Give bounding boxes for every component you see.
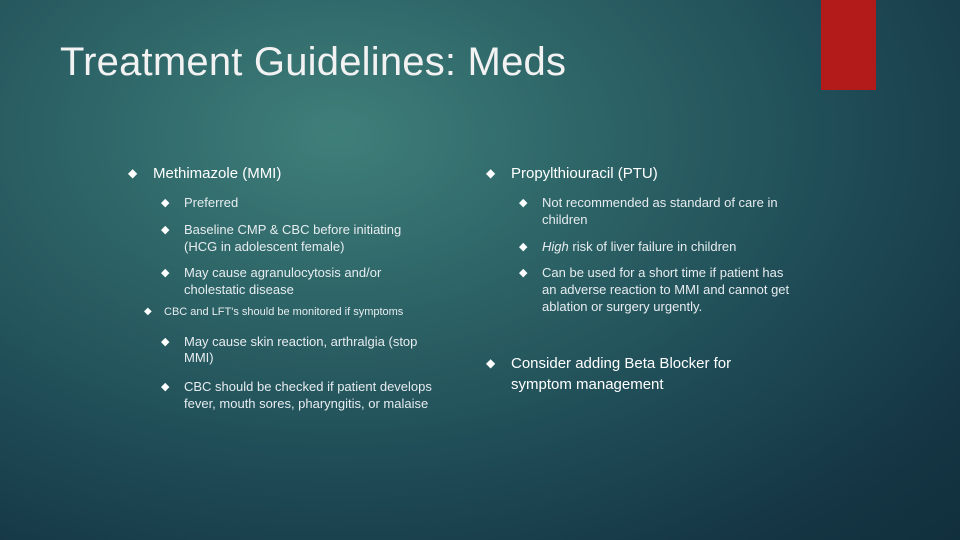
beta-blocker-text: Consider adding Beta Blocker for symptom management — [511, 355, 732, 393]
list-item — [128, 195, 438, 212]
list-item-text: May cause agranulocytosis and/or cholestatic disease — [184, 265, 382, 298]
ptu-heading-item — [486, 164, 796, 185]
methimazole-heading: Methimazole (MMI) — [153, 165, 282, 182]
list-item — [128, 265, 438, 299]
diamond-bullet-icon: ◆ — [128, 166, 138, 180]
diamond-bullet-icon: ◆ — [486, 356, 496, 371]
list-item — [128, 379, 438, 413]
list-item — [486, 265, 796, 316]
list-item-emphasis: High — [542, 238, 569, 254]
list-item-text: May cause skin reaction, arthralgia (stop MMI) — [184, 333, 418, 366]
diamond-bullet-icon: ◆ — [161, 381, 170, 394]
beta-blocker-item — [486, 354, 796, 396]
diamond-bullet-icon: ◆ — [161, 267, 170, 280]
diamond-bullet-icon: ◆ — [486, 166, 496, 180]
list-item — [486, 239, 796, 256]
list-item-text: CBC should be checked if patient develops fever, mouth sores, pharyngitis, or malaise — [184, 379, 432, 412]
diamond-bullet-icon: ◆ — [144, 306, 152, 318]
ptu-list — [486, 195, 796, 316]
right-column — [486, 164, 796, 396]
ptu-heading: Propylthiouracil (PTU) — [511, 165, 658, 182]
list-item — [128, 334, 438, 368]
list-item — [486, 195, 796, 229]
accent-bar — [821, 0, 876, 90]
list-item-text: risk of liver failure in children — [568, 238, 737, 254]
slide-title: Treatment Guidelines: Meds — [60, 40, 567, 84]
list-item-text: Not recommended as standard of care in children — [542, 194, 778, 227]
list-item-text: Baseline CMP & CBC before initiating (HCG in adolescent female) — [184, 221, 402, 254]
diamond-bullet-icon: ◆ — [161, 335, 170, 348]
list-item-text: Can be used for a short time if patient has an adverse reaction to MMI and cannot get ablation or surgery urgently. — [542, 265, 790, 315]
methimazole-heading-item — [128, 164, 438, 185]
sub-list-item — [72, 305, 438, 319]
sub-list-item-text: CBC and LFT's should be monitored if symptoms — [164, 306, 404, 319]
diamond-bullet-icon: ◆ — [519, 196, 528, 209]
methimazole-list — [128, 195, 438, 413]
diamond-bullet-icon: ◆ — [519, 240, 528, 253]
diamond-bullet-icon: ◆ — [161, 223, 170, 236]
left-column — [128, 164, 438, 413]
list-item-text: Preferred — [184, 194, 239, 210]
diamond-bullet-icon: ◆ — [161, 196, 170, 209]
diamond-bullet-icon: ◆ — [519, 267, 528, 280]
list-item — [128, 222, 438, 256]
